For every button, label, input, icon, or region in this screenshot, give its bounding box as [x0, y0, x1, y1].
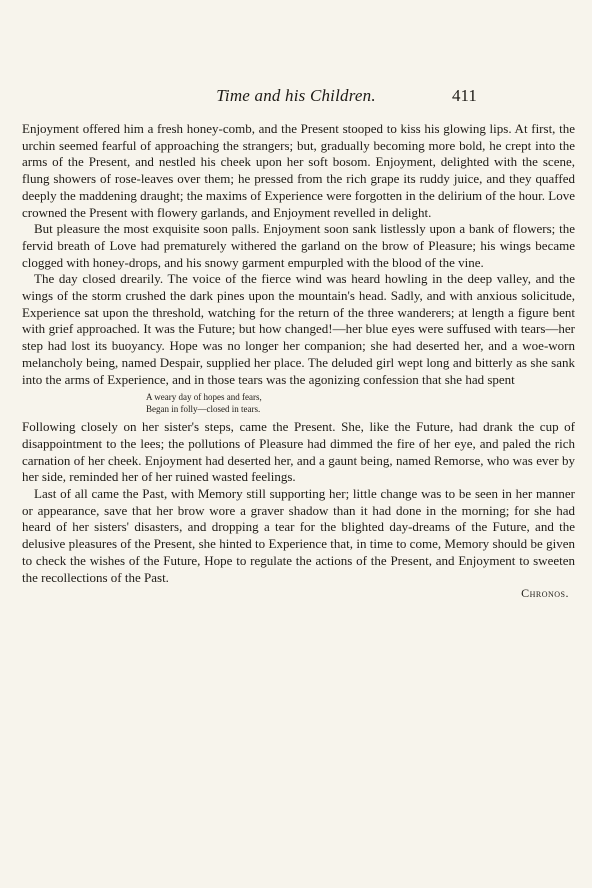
- verse-quotation: [146, 391, 575, 415]
- page-number: 411: [452, 86, 477, 105]
- paragraph: But pleasure the most exquisite soon palls. Enjoyment soon sank listlessly upon a bank of flowers; the fervid breath of Love had prematurely withered the garland on the brow of Pleasure; his wings became clogged with honey-drops, and his snowy garment empurpled with the blood of the vine.: [22, 221, 575, 270]
- running-title: Time and his Children.: [216, 86, 376, 105]
- verse-line: Began in folly—closed in tears.: [146, 404, 261, 415]
- author-signature: Chronos.: [521, 586, 569, 601]
- paragraph: The day closed drearily. The voice of the fierce wind was heard howling in the deep valley, and the wings of the storm crushed the dark pines upon the mountain's head. Sadly, and with anxious solicitude, Experience sat upon the threshold, watching for the return of the three wanderers; at length a figure bent with grief approached. It was the Future; but how changed!—her blue eyes were suffused with tears—her step had lost its buoyancy. Hope was no longer her companion; she had deserted her, and a woe-worn melancholy being, named Despair, supplied her place. The deluded girl wept long and bitterly as she sank into the arms of Experience, and in those tears was the agonizing confession that she had spent: [22, 271, 575, 387]
- paragraph: Last of all came the Past, with Memory still supporting her; little change was to be seen in her manner or appearance, save that her brow wore a graver shadow than it had done in the morning; for she had heard of her sisters' disasters, and dropping a tear for the blighted day-dreams of the Future, and the delusive pleasures of the Present, she hinted to Experience that, in time to come, Memory should be given to check the wishes of the Future, Hope to regulate the actions of the Present, and Enjoyment to sweeten the recollections of the Past.: [22, 486, 575, 585]
- verse-line: A weary day of hopes and fears,: [146, 392, 262, 403]
- body-text: [22, 121, 575, 601]
- page-header: [0, 86, 592, 110]
- paragraph: Enjoyment offered him a fresh honey-comb, and the Present stooped to kiss his glowing lips. At first, the urchin seemed fearful of approaching the strangers; but, gradually becoming more bold, he crept into the arms of the Present, and nestled his cheek upon her soft bosom. Enjoyment, delighted with the scene, flung showers of rose-leaves over them; he pressed from the rich grape its ruddy juice, and they quaffed deeply the maddening draught; the maxims of Experience were forgotten in the delirium of the hour. Love crowned the Present with flowery garlands, and Enjoyment revelled in delight.: [22, 121, 575, 220]
- paragraph: Following closely on her sister's steps, came the Present. She, like the Future, had drank the cup of disappointment to the lees; the pollutions of Pleasure had dimmed the fire of her eye, and paled the rich carnation of her cheek. Enjoyment had deserted her, and a gaunt being, named Remorse, who was ever by her side, reminded her of her ruined wasted feelings.: [22, 419, 575, 485]
